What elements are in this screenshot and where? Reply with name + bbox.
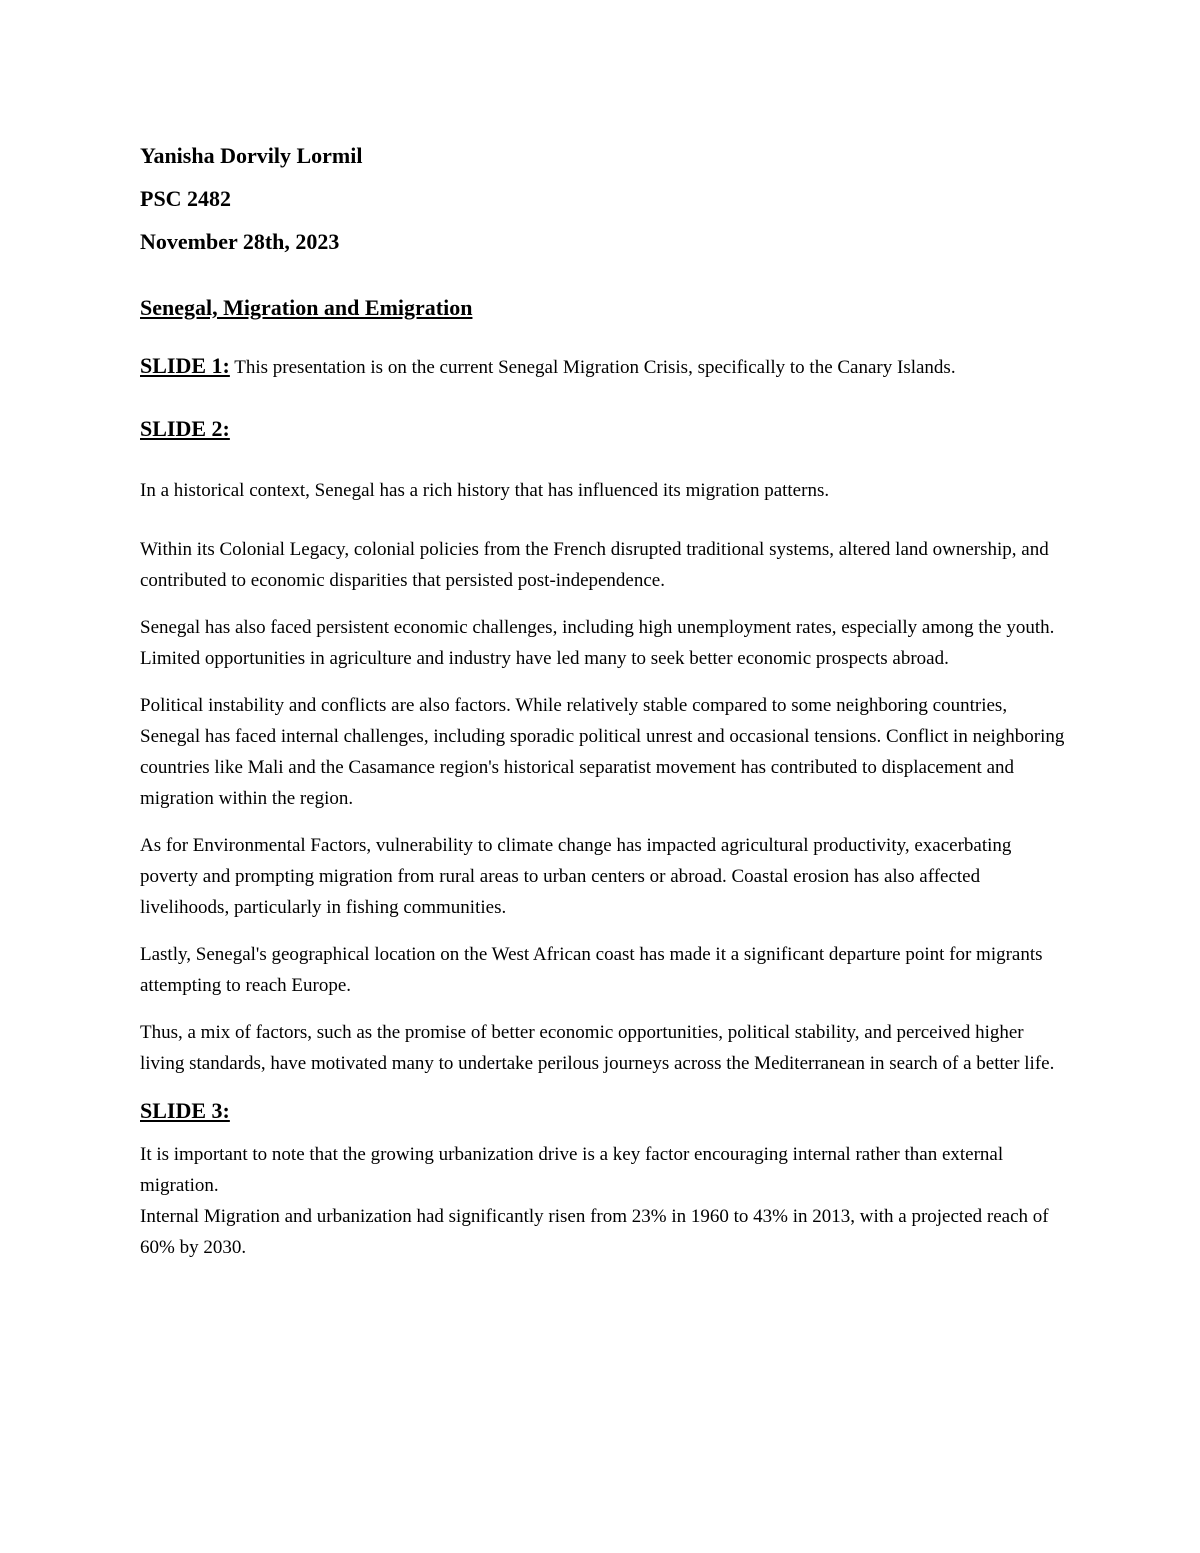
slide-3-paragraph: It is important to note that the growing urbanization drive is a key factor encouraging internal rather than external migration. <box>140 1144 1004 1196</box>
slide-2-heading: SLIDE 2: <box>140 416 230 441</box>
slide-2-paragraph: Within its Colonial Legacy, colonial policies from the French disrupted traditional systems, altered land ownership, and contributed to economic disparities that persisted post-independence. <box>140 539 1049 591</box>
slide-2-paragraph: As for Environmental Factors, vulnerability to climate change has impacted agricultural productivity, exacerbating poverty and prompting migration from rural areas to urban centers or abroad. Coastal erosion has also affected livelihoods, particularly in fishing communities. <box>140 835 1012 918</box>
course-code: PSC 2482 <box>140 186 232 211</box>
slide-2-paragraph: Lastly, Senegal's geographical location on the West African coast has made it a significant departure point for migrants attempting to reach Europe. <box>140 944 1043 996</box>
document-title: Senegal, Migration and Emigration <box>140 295 473 320</box>
author-name: Yanisha Dorvily Lormil <box>140 143 363 168</box>
document-date: November 28th, 2023 <box>140 229 340 254</box>
slide-1-heading: SLIDE 1: <box>140 353 230 378</box>
slide-2-paragraph: In a historical context, Senegal has a rich history that has influenced its migration patterns. <box>140 480 830 501</box>
slide-1-section <box>140 350 1070 383</box>
slide-2-paragraph: Thus, a mix of factors, such as the promise of better economic opportunities, political stability, and perceived higher living standards, have motivated many to undertake perilous journeys across the Mediterranean in search of a better life. <box>140 1022 1055 1074</box>
slide-3-heading: SLIDE 3: <box>140 1098 230 1123</box>
slide-2-paragraph: Senegal has also faced persistent economic challenges, including high unemployment rates, especially among the youth. Limited opportunities in agriculture and industry have led many to seek better economic prospects abroad. <box>140 617 1055 669</box>
slide-3-paragraph: Internal Migration and urbanization had significantly risen from 23% in 1960 to 43% in 2013, with a projected reach of 60% by 2030. <box>140 1206 1049 1258</box>
document-page <box>140 140 1070 1263</box>
slide-1-text: This presentation is on the current Senegal Migration Crisis, specifically to the Canary Islands. <box>229 357 956 378</box>
slide-2-paragraph: Political instability and conflicts are also factors. While relatively stable compared to some neighboring countries, Senegal has faced internal challenges, including sporadic political unrest and occasional tensions. Conflict in neighboring countries like Mali and the Casamance region's historical separatist movement has contributed to displacement and migration within the region. <box>140 695 1065 809</box>
